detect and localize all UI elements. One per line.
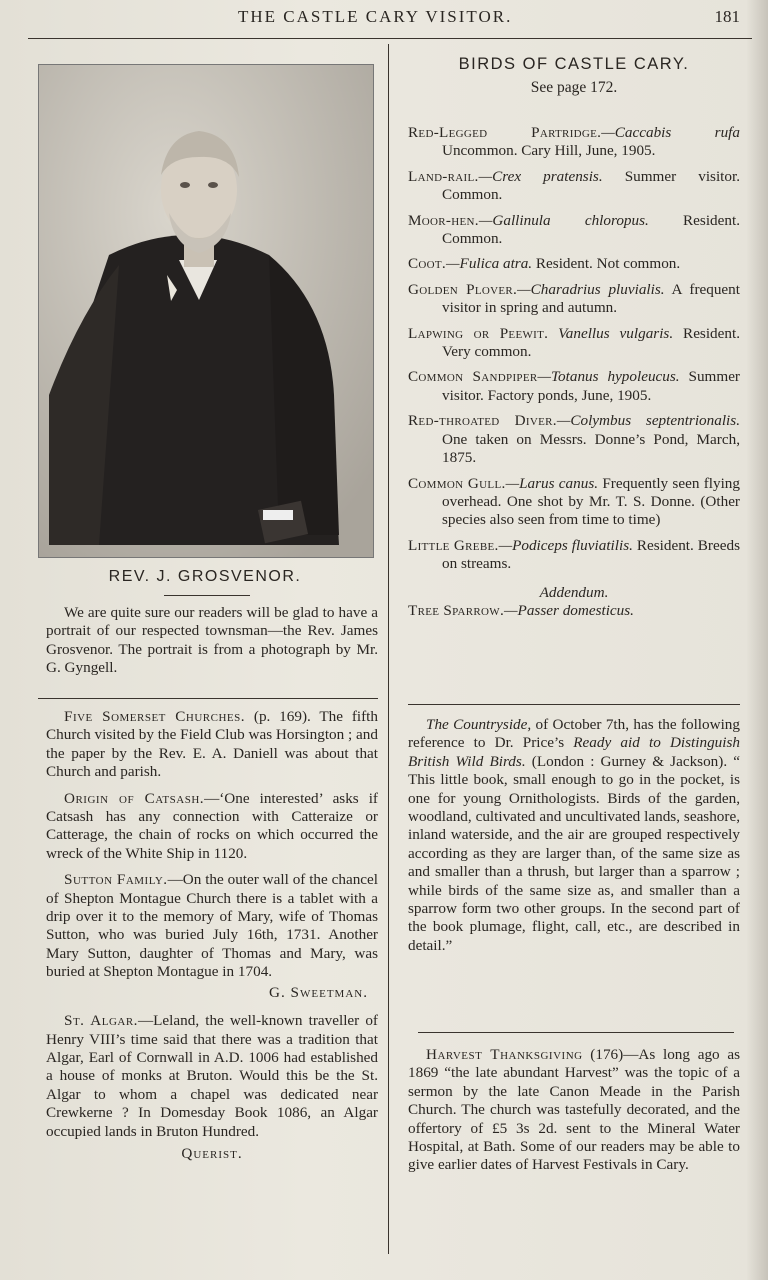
column-rule xyxy=(388,44,389,1254)
note-catsash: Origin of Catsash.—‘One interested’ asks if Catsash has any connection with Catteraize or Catterage, the chain of rocks on which occurred the wreck of the White Ship in 1120. xyxy=(46,789,378,862)
page-number: 181 xyxy=(714,7,740,26)
bird-entry: Land-rail.—Crex pratensis. Summer visitor. Common. xyxy=(408,167,740,204)
note-churches: Five Somerset Churches. (p. 169). The fifth Church visited by the Field Club was Horsington ; and the paper by the Rev. E. A. Daniell was about that Church and parish. xyxy=(46,708,378,781)
countryside-text: The Countryside, of October 7th, has the following reference to Dr. Price’s Ready aid to Distinguish British Wild Birds. (London : Gurney & Jackson). “ This little book, small enough to go in the pocket, is one for young Ornithologists. Birds of the garden, woodland, cultivated and uncultivated lands, seashore, inland waterside, and the air are grouped respectively according as they are larger than, of the same size as and smaller than a thrush, but larger than a sparrow ; while birds of the same size as, and smaller than a sparrow form two other groups. In the second part of the book plumage, flight, call, etc., are described in detail.” xyxy=(408,716,740,954)
harvest-block xyxy=(408,1046,740,1183)
bird-entry: Golden Plover.—Charadrius pluvialis. A frequent visitor in spring and autumn. xyxy=(408,280,740,317)
birds-list xyxy=(408,124,740,627)
section-rule xyxy=(38,698,378,699)
portrait-text-block xyxy=(46,604,378,686)
header-rule xyxy=(28,38,752,39)
countryside-block xyxy=(408,716,740,963)
bird-entry: Common Gull.—Larus canus. Frequently seen flying overhead. One shot by Mr. T. S. Donne. (Other species also seen from time to time) xyxy=(408,474,740,529)
note-algar: St. Algar.—Leland, the well-known traveller of Henry VIII’s time said that there was a tradition that Algar, Earl of Cornwall in A.D. 1006 had established a house of monks at Bruton. Would this be the St. Algar to whom a chapel was dedicated near Crewkerne ? In Domesday Book 1086, an Algar occupied lands in Bruton Hundred. xyxy=(46,1012,378,1140)
bird-entry: Lapwing or Peewit. Vanellus vulgaris. Resident. Very common. xyxy=(408,324,741,361)
notes-column xyxy=(46,708,378,1163)
bird-entry: Red-Legged Partridge.—Caccabis rufa Uncommon. Cary Hill, June, 1905. xyxy=(408,124,740,160)
birds-heading: BIRDS OF CASTLE CARY. xyxy=(458,55,690,73)
bird-entry: Red-throated Diver.—Colymbus septentrionalis. One taken on Messrs. Donne’s Pond, March, 1875. xyxy=(408,412,740,467)
signature-querist: Querist. xyxy=(181,1144,243,1162)
birds-subheading: See page 172. xyxy=(530,79,618,96)
caption-rule xyxy=(164,595,250,596)
bird-entry: Coot.—Fulica atra. Resident. Not common. xyxy=(408,255,681,273)
running-header xyxy=(0,4,768,30)
signature-sweetman: G. Sweetman. xyxy=(268,983,368,1001)
binding-shadow xyxy=(746,0,768,1280)
portrait-caption: REV. J. GROSVENOR. xyxy=(108,568,302,585)
bird-entry: Little Grebe.—Podiceps fluviatilis. Resident. Breeds on streams. xyxy=(408,536,740,573)
addendum-label: Addendum. xyxy=(539,583,609,601)
bird-entry: Moor-hen.—Gallinula chloropus. Resident. Common. xyxy=(408,211,740,248)
addendum-entry: Tree Sparrow.—Passer domesticus. xyxy=(408,601,634,619)
note-sutton: Sutton Family.—On the outer wall of the chancel of Shepton Montague Church there is a tablet with a drip over it to the memory of Mary, wife of Thomas Sutton, who was buried July 16th, 1731. Another Mary Sutton, daughter of Thomas and Mary, was buried at Shepton Montague in 1704. xyxy=(46,871,378,981)
journal-title: THE CASTLE CARY VISITOR. xyxy=(238,7,513,26)
section-rule xyxy=(408,704,740,705)
portrait-text: We are quite sure our readers will be glad to have a portrait of our respected townsman—the Rev. James Grosvenor. The portrait is from a photograph by Mr. G. Gyngell. xyxy=(46,604,378,677)
bird-entry: Common Sandpiper—Totanus hypoleucus. Summer visitor. Factory ponds, June, 1905. xyxy=(408,368,740,404)
harvest-text: Harvest Thanksgiving (176)—As long ago as 1869 “the late abundant Harvest” was the topic of a sermon by the late Canon Meade in the Parish Church. The church was tastefully decorated, and the offertory of £5 3s 2d. sent to the Mineral Water Hospital, at Bath. Some of our readers may be able to give earlier dates of Harvest Festivals in Cary. xyxy=(408,1046,740,1174)
section-rule xyxy=(418,1032,734,1033)
portrait-photo xyxy=(38,64,374,558)
